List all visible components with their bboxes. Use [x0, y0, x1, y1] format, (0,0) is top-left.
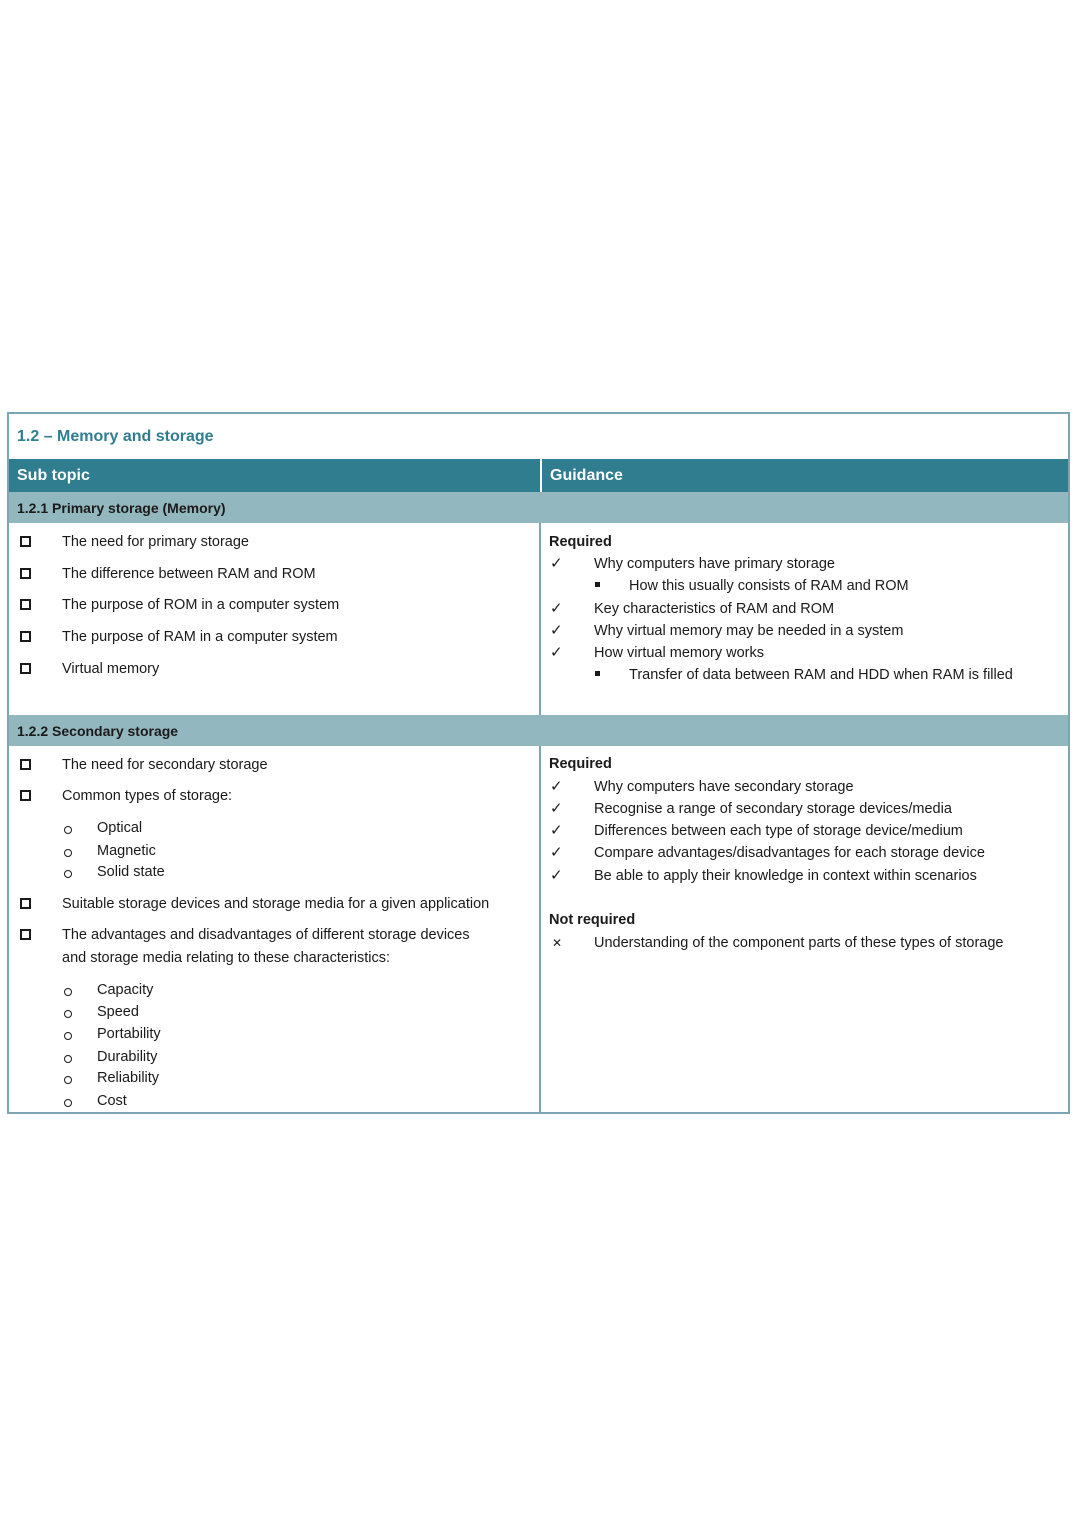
guidance-item: Key characteristics of RAM and ROM — [594, 601, 835, 617]
check-icon: ✓ — [550, 799, 563, 817]
subtopic-label: The advantages and disadvantages of different storage devices — [62, 927, 470, 943]
circle-bullet-icon — [64, 849, 72, 857]
section-heading-secondary: 1.2.2 Secondary storage — [9, 715, 1068, 746]
characteristic-label: Portability — [97, 1026, 161, 1042]
not-required-label: Not required — [549, 912, 636, 928]
check-icon: ✓ — [550, 643, 563, 661]
required-label: Required — [549, 534, 612, 550]
checkbox-icon — [20, 631, 31, 642]
guidance-item: Why computers have primary storage — [594, 556, 835, 572]
subtopic-label: The need for secondary storage — [62, 757, 268, 773]
circle-bullet-icon — [64, 988, 72, 996]
subtopic-label: The purpose of RAM in a computer system — [62, 629, 338, 645]
characteristic-label: Capacity — [97, 982, 154, 998]
spec-title: 1.2 – Memory and storage — [17, 428, 214, 445]
guidance-item: Compare advantages/disadvantages for each storage device — [594, 845, 985, 861]
circle-bullet-icon — [64, 1010, 72, 1018]
circle-bullet-icon — [64, 1099, 72, 1107]
checkbox-icon — [20, 599, 31, 610]
column-divider — [539, 746, 541, 1112]
guidance-subitem: Transfer of data between RAM and HDD when RAM is filled — [629, 667, 1013, 683]
checkbox-icon — [20, 929, 31, 940]
circle-bullet-icon — [64, 1032, 72, 1040]
storage-type-label: Optical — [97, 820, 143, 836]
circle-bullet-icon — [64, 1076, 72, 1084]
guidance-item: Recognise a range of secondary storage devices/media — [594, 801, 952, 817]
column-divider — [539, 523, 541, 715]
checkbox-icon — [20, 790, 31, 801]
guidance-item: Why virtual memory may be needed in a system — [594, 623, 904, 639]
check-icon: ✓ — [550, 843, 563, 861]
header-subtopic: Sub topic — [17, 467, 90, 484]
check-icon: ✓ — [550, 866, 563, 884]
not-required-item: Understanding of the component parts of these types of storage — [594, 935, 1004, 951]
check-icon: ✓ — [550, 621, 563, 639]
required-label: Required — [549, 756, 612, 772]
checkbox-icon — [20, 898, 31, 909]
characteristic-label: Reliability — [97, 1070, 160, 1086]
check-icon: ✓ — [550, 599, 563, 617]
circle-bullet-icon — [64, 826, 72, 834]
section-heading-primary: 1.2.1 Primary storage (Memory) — [9, 492, 1068, 523]
characteristic-label: Cost — [97, 1093, 127, 1109]
subtopic-label: Virtual memory — [62, 661, 160, 677]
checkbox-icon — [20, 536, 31, 547]
check-icon: ✓ — [550, 821, 563, 839]
circle-bullet-icon — [64, 870, 72, 878]
subtopic-label: Common types of storage: — [62, 788, 233, 804]
guidance-item: Why computers have secondary storage — [594, 779, 854, 795]
square-bullet-icon — [595, 582, 600, 587]
square-bullet-icon — [595, 671, 600, 676]
checkbox-icon — [20, 663, 31, 674]
subtopic-label: Suitable storage devices and storage media for a given application — [62, 896, 490, 912]
check-icon: ✓ — [550, 554, 563, 572]
characteristic-label: Durability — [97, 1049, 158, 1065]
subtopic-label: The need for primary storage — [62, 534, 249, 550]
guidance-item: Be able to apply their knowledge in context within scenarios — [594, 868, 977, 884]
circle-bullet-icon — [64, 1055, 72, 1063]
header-guidance: Guidance — [540, 459, 1070, 492]
guidance-item: Differences between each type of storage device/medium — [594, 823, 963, 839]
cross-icon: ✕ — [552, 936, 563, 950]
checkbox-icon — [20, 568, 31, 579]
check-icon: ✓ — [550, 777, 563, 795]
subtopic-label-continued: and storage media relating to these characteristics: — [62, 950, 391, 966]
spec-table — [7, 412, 1070, 1114]
subtopic-label: The purpose of ROM in a computer system — [62, 597, 340, 613]
subtopic-label: The difference between RAM and ROM — [62, 566, 316, 582]
guidance-subitem: How this usually consists of RAM and ROM — [629, 578, 909, 594]
characteristic-label: Speed — [97, 1004, 139, 1020]
column-header-row — [9, 459, 1068, 492]
checkbox-icon — [20, 759, 31, 770]
storage-type-label: Solid state — [97, 864, 165, 880]
guidance-item: How virtual memory works — [594, 645, 764, 661]
storage-type-label: Magnetic — [97, 843, 156, 859]
